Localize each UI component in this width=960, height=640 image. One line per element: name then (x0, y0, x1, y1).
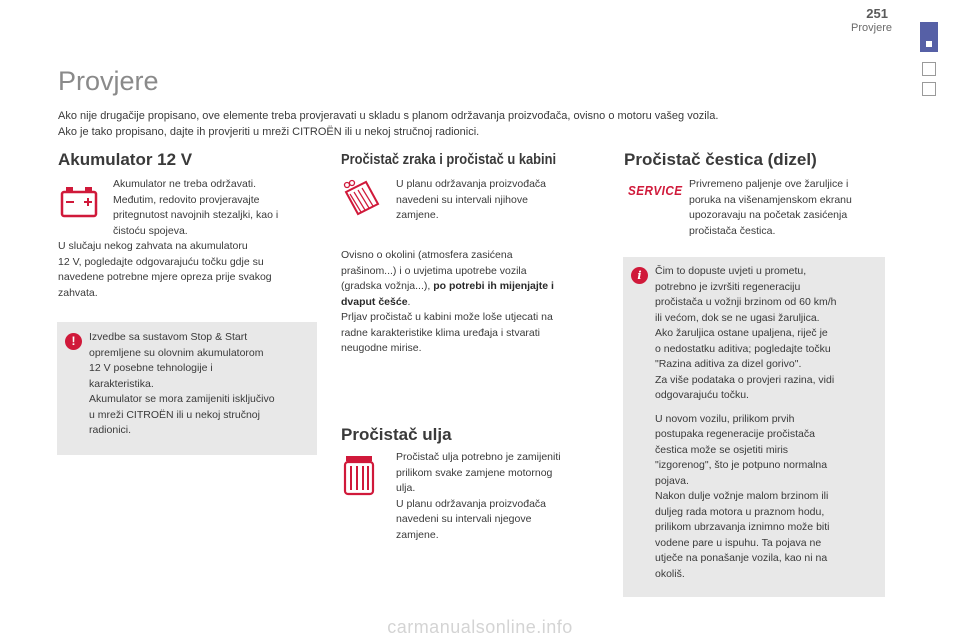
page-title: Provjere (58, 66, 159, 96)
watermark: carmanualsonline.info (387, 617, 573, 637)
oil-filter-heading: Pročistač ulja (341, 425, 452, 444)
info-icon: i (631, 267, 648, 284)
air-filter-text: Ovisno o okolini (atmosfera zasićena prašinom...) i o uvjetima upotrebe vozila (gradska vožnja...), po potrebi ih mijenjajte i dvaput češće. Prljav pročistač u kabini može loše utjecati na radne karakteristike klima uređaja i stvarati neugodne mirise. (341, 249, 554, 354)
battery-text-right: Akumulator ne treba održavati. Međutim, redovito provjeravajte pritegnutost navojnih stezaljki, kao i čistoću spojeva. (113, 178, 279, 237)
battery-warning-text: Izvedbe sa sustavom Stop & Start opremljene su olovnim akumulatorom 12 V posebne tehnologije i karakteristika. Akumulator se mora zamijeniti isključivo u mreži CITROËN ili u nekoj stručnoj radionici. (89, 331, 275, 436)
section-label: Provjere (851, 22, 892, 34)
battery-heading: Akumulator 12 V (58, 150, 193, 169)
battery-text: U slučaju nekog zahvata na akumulatoru 12 V, pogledajte odgovarajuću točku gdje su navedene potrebne mjere opreza prije svakog zahvata. (58, 240, 272, 299)
service-warning-icon: SERVICE (628, 183, 683, 198)
intro-text: Ako nije drugačije propisano, ove elemente treba provjeravati u skladu s planom održavanja proizvođača, ovisno o motoru vašeg vozila. Ako je tako propisano, dajte ih provjeriti u mreži CITROËN ili u nekoj stručnoj radionici. (58, 110, 719, 138)
battery-icon (58, 180, 100, 222)
page-number: 251 (866, 6, 888, 21)
particle-filter-text-right: Privremeno paljenje ove žaruljice i poruka na višenamjenskom ekranu upozoravaju na početak zasićenja pročistača čestica. (689, 178, 852, 237)
oil-filter-text: Pročistač ulja potrebno je zamijeniti prilikom svake zamjene motornog ulja. U planu održavanja proizvođača navedeni su intervali njegove zamjene. (396, 451, 561, 541)
warning-icon: ! (65, 333, 82, 350)
chapter-tab[interactable] (922, 62, 936, 76)
chapter-tab[interactable] (922, 82, 936, 96)
particle-filter-info-text: Čim to dopuste uvjeti u prometu, potrebno je izvršiti regeneraciju pročistača u vožnji brzinom od 60 km/h ili većom, dok se ne ugasi žaruljica. Ako žaruljica ostane upaljena, riječ je o nedostatku aditiva; pogledajte točku "Razina aditiva za dizel gorivo". Za više podataka o provjeri razina, vidi odgovarajuću točku. U novom vozilu, prilikom prvih postupaka regeneracije pročistača čestica može se osjetiti miris "izgorenog", što je potpuno normalna pojava. Nakon dulje vožnje malom brzinom ili duljeg rada motora u praznom hodu, prilikom ubrzavanja iznimno može biti vodene pare u ispuhu. Ta pojava ne utječe na ponašanje vozila, kao ni na okoliš. (655, 265, 837, 580)
chapter-tab-active[interactable] (920, 22, 938, 52)
air-filter-heading: Pročistač zraka i pročistač u kabini (341, 151, 557, 168)
air-filter-text-right: U planu održavanja proizvođača navedeni su intervali njihove zamjene. (396, 178, 547, 221)
oil-filter-icon (338, 452, 380, 494)
air-filter-icon (340, 178, 382, 220)
particle-filter-heading: Pročistač čestica (dizel) (624, 150, 817, 169)
